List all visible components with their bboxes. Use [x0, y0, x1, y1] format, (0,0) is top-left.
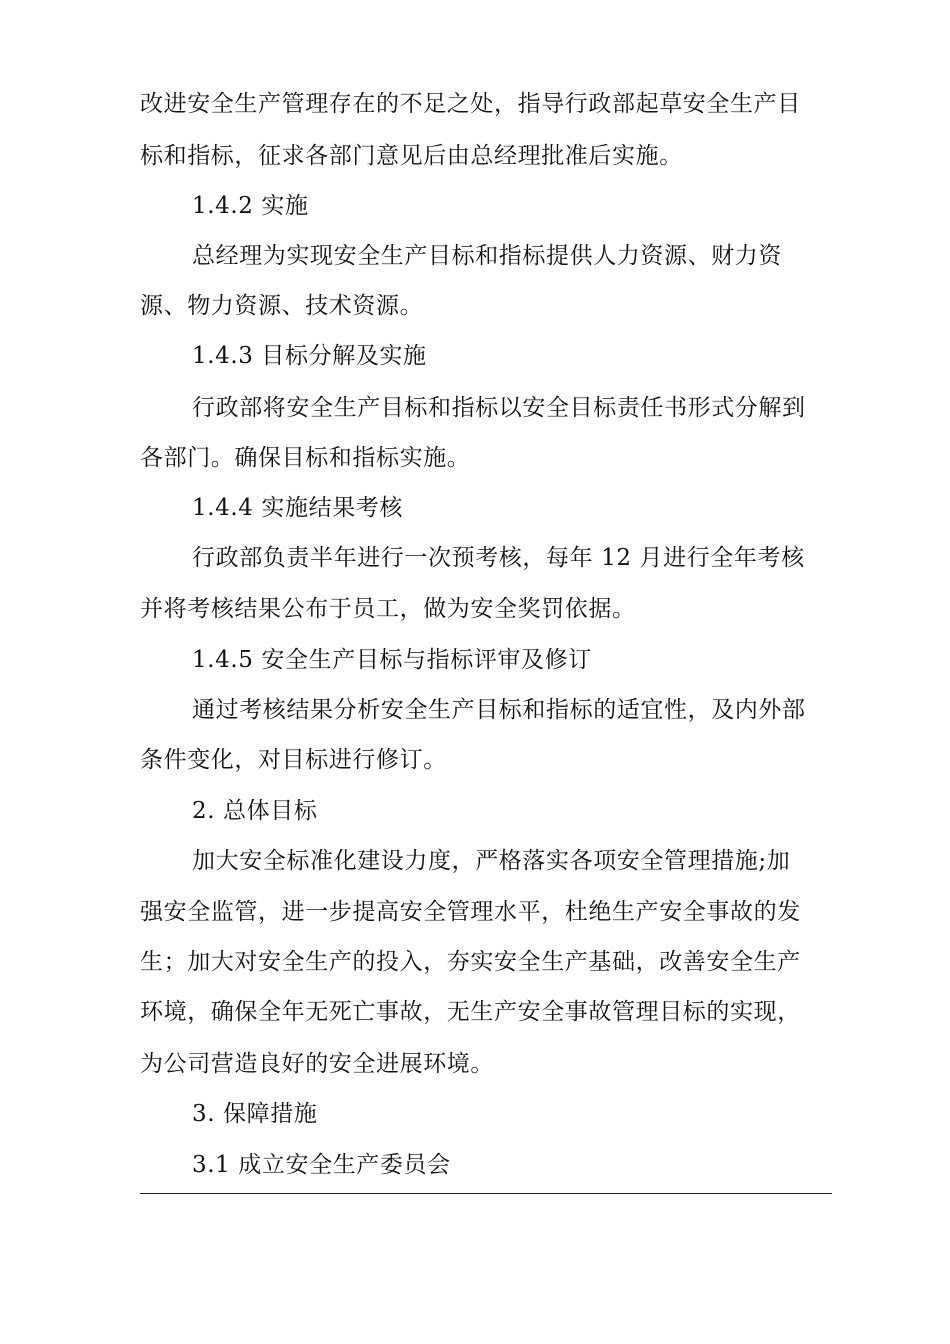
section-heading-2: 2. 总体目标 — [192, 798, 318, 824]
paragraph-line: 源、物力资源、技术资源。 — [140, 293, 424, 319]
section-heading-3: 3. 保障措施 — [192, 1101, 318, 1127]
paragraph-line: 强安全监管，进一步提高安全管理水平，杜绝生产安全事故的发 — [140, 899, 801, 925]
paragraph-line: 并将考核结果公布于员工，做为安全奖罚依据。 — [140, 596, 636, 622]
section-heading-1-4-2: 1.4.2 实施 — [192, 193, 309, 219]
section-heading-1-4-4: 1.4.4 实施结果考核 — [192, 495, 404, 521]
paragraph-line: 加大安全标准化建设力度，严格落实各项安全管理措施;加 — [192, 848, 791, 874]
paragraph-line: 通过考核结果分析安全生产目标和指标的适宜性，及内外部 — [192, 697, 806, 723]
paragraph-line: 条件变化，对目标进行修订。 — [140, 747, 447, 773]
section-heading-1-4-3: 1.4.3 目标分解及实施 — [192, 343, 427, 369]
section-heading-3-1: 3.1 成立安全生产委员会 — [192, 1152, 451, 1178]
paragraph-line: 环境，确保全年无死亡事故，无生产安全事故管理目标的实现， — [140, 999, 801, 1025]
paragraph-line: 行政部将安全生产目标和指标以安全目标责任书形式分解到 — [192, 395, 806, 421]
section-heading-1-4-5: 1.4.5 安全生产目标与指标评审及修订 — [192, 647, 592, 673]
paragraph-line: 各部门。确保目标和指标实施。 — [140, 445, 471, 471]
paragraph-line: 总经理为实现安全生产目标和指标提供人力资源、财力资 — [192, 243, 782, 269]
paragraph-line: 改进安全生产管理存在的不足之处，指导行政部起草安全生产目 — [140, 91, 801, 117]
paragraph-line: 行政部负责半年进行一次预考核，每年 12 月进行全年考核 — [192, 545, 805, 571]
paragraph-line: 生；加大对安全生产的投入，夯实安全生产基础，改善安全生产 — [140, 949, 801, 975]
footer-divider — [140, 1193, 832, 1194]
paragraph-line: 为公司营造良好的安全进展环境。 — [140, 1051, 494, 1077]
paragraph-line: 标和指标，征求各部门意见后由总经理批准后实施。 — [140, 143, 683, 169]
